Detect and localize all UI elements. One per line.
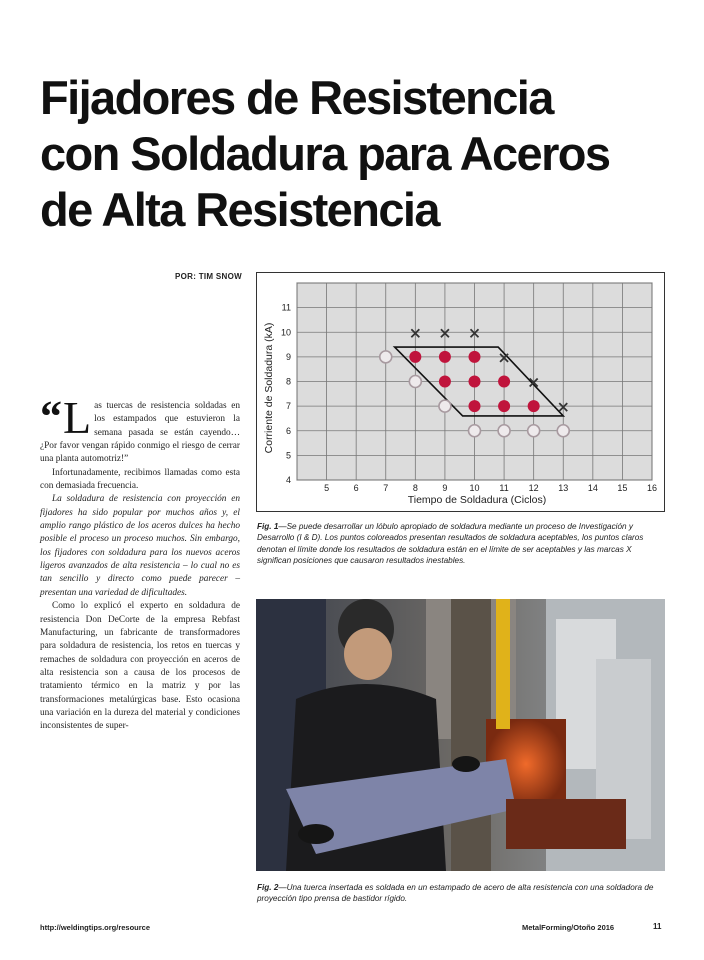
paragraph-3: La soldadura de resistencia con proyección en fijadores ha sido popular por muchos años y, el amplio rango plástico de los aceros dulces ha hecho posible el proceso un proceso muchos. Sin embargo, los fijadores con soldadura para los nuevos aceros ligeros avanzados de alta resistencia – lo cual no es tan sencillo y directo como puede parecer – presentan una variedad de dificultades.	[40, 494, 240, 598]
y-tick-label: 6	[285, 425, 291, 436]
x-tick-label: 12	[528, 483, 539, 493]
article-title	[40, 70, 680, 238]
byline: POR: TIM SNOW	[174, 272, 242, 281]
weld-lobe-chart-svg	[257, 273, 666, 513]
y-tick-label: 8	[285, 376, 291, 387]
welding-photo-illustration	[256, 599, 665, 871]
figure-2-text: —Una tuerca insertada es soldada en un estampado de acero de alta resistencia con una soldadora de proyección tipo prensa de bastidor rígido.	[257, 883, 654, 904]
figure-2-label: Fig. 2	[257, 883, 279, 892]
marginal-weld-point	[380, 351, 392, 363]
x-tick-label: 6	[353, 483, 359, 493]
title-line-3: de Alta Resistencia	[40, 183, 439, 236]
x-tick-label: 11	[499, 483, 509, 493]
title-line-2: con Soldadura para Aceros	[40, 127, 610, 180]
x-tick-label: 7	[383, 483, 389, 493]
paragraph-2: Infortunadamente, recibimos llamadas como esta con demasiada frecuencia.	[40, 467, 240, 492]
x-tick-label: 15	[617, 483, 628, 493]
y-tick-label: 5	[285, 450, 291, 461]
weld-lobe-chart	[256, 272, 665, 512]
title-line-1: Fijadores de Resistencia	[40, 71, 553, 124]
paragraph-1	[40, 392, 240, 467]
good-weld-point	[469, 376, 481, 388]
figure-1-label: Fig. 1	[257, 522, 279, 531]
figure-2-caption	[257, 882, 665, 905]
y-tick-label: 7	[285, 401, 291, 412]
good-weld-point	[498, 400, 510, 412]
y-tick-label: 9	[285, 351, 291, 362]
good-weld-point	[469, 351, 481, 363]
paragraph-1-text: as tuercas de resistencia soldadas en los estampados que estuvieron la semana pasada se están cayendo… ¿Por favor vengan rápido conmigo el riesgo de cerrar una planta automotriz!”	[40, 401, 240, 465]
paragraph-4: Como lo explicó el experto en soldadura de resistencia Don DeCorte de la empresa Rebfast Manufacturing, un fabricante de transformadores para soldadura de resistencia, los retos en tuercas y remaches de soldadura con proyección en aceros de alta resistencia son a causa de los procesos de tratamiento térmico en la matriz y por las transformaciones metalúrgicas base. Esto ocasiona una variación en la dureza del material y condiciones inconsistentes de super-	[40, 601, 240, 732]
figure-1-text: —Se puede desarrollar un lóbulo apropiado de soldadura mediante un proceso de Investigación y Desarrollo (I & D). Los puntos coloreados presentan resultados de soldadura aceptables, los puntos claros denotan el límite donde los resultados de soldadura están en el límite de ser aceptables y las marcas X significan posiciones que causaron resultados inestables.	[257, 522, 644, 565]
marginal-weld-point	[528, 425, 540, 437]
footer-magazine: MetalForming/Otoño 2016	[522, 923, 615, 932]
marginal-weld-point	[469, 425, 481, 437]
x-tick-label: 16	[646, 483, 658, 493]
x-axis-label: Tiempo de Soldadura (Ciclos)	[407, 494, 547, 506]
marginal-weld-point	[557, 425, 569, 437]
good-weld-point	[469, 400, 481, 412]
x-tick-label: 8	[412, 483, 418, 493]
x-tick-label: 10	[469, 483, 480, 493]
page-number: 11	[653, 922, 662, 931]
good-weld-point	[498, 376, 510, 388]
article-body	[40, 392, 240, 734]
marginal-weld-point	[498, 425, 510, 437]
good-weld-point	[528, 400, 540, 412]
figure-1-caption	[257, 521, 665, 566]
drop-cap: L	[63, 392, 92, 443]
footer-url[interactable]: http://weldingtips.org/resource	[40, 923, 151, 932]
marginal-weld-point	[439, 400, 451, 412]
welding-photo	[256, 599, 665, 871]
y-tick-label: 4	[285, 475, 291, 485]
y-axis-label: Corriente de Soldadura (kA)	[263, 322, 275, 454]
quote-mark: “	[40, 392, 62, 441]
marginal-weld-point	[409, 376, 421, 388]
good-weld-point	[439, 376, 451, 388]
x-tick-label: 9	[442, 483, 448, 493]
y-tick-label: 10	[280, 327, 291, 338]
x-tick-label: 13	[558, 483, 569, 493]
x-tick-label: 5	[324, 483, 330, 493]
y-tick-label: 11	[281, 302, 291, 313]
x-tick-label: 14	[587, 483, 598, 493]
good-weld-point	[409, 351, 421, 363]
good-weld-point	[439, 351, 451, 363]
